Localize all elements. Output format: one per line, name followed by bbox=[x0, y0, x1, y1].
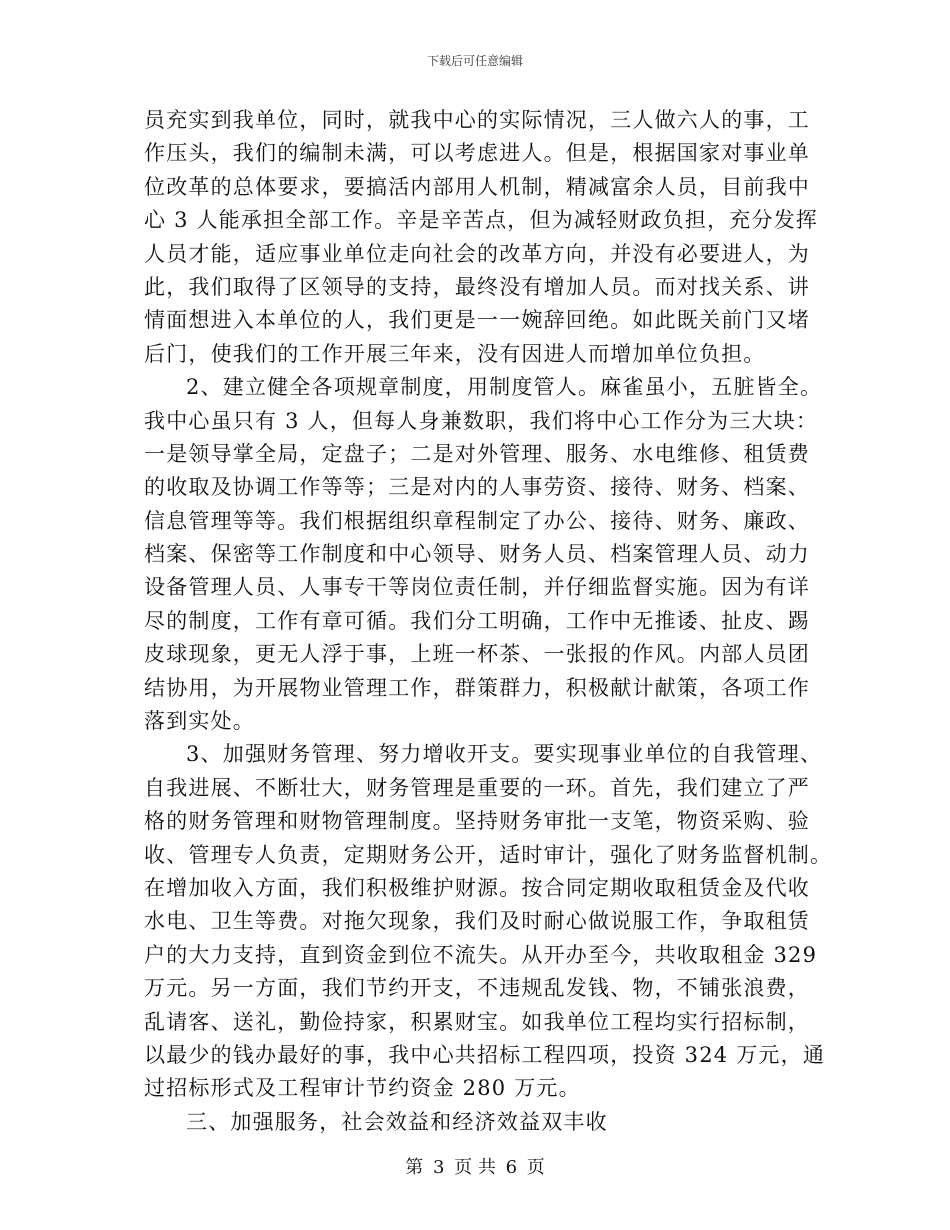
text-line: 格的财务管理和财物管理制度。坚持财务审批一支笔，物资采购、验 bbox=[144, 809, 810, 834]
document-body bbox=[144, 104, 833, 1139]
text-line: 户的大力支持，直到资金到位不流失。从开办至今，共收取租金 329 bbox=[144, 942, 818, 967]
text-line: 后门，使我们的工作开展三年来，没有因进人而增加单位负担。 bbox=[144, 341, 766, 366]
text-line: 过招标形式及工程审计节约资金 280 万元。 bbox=[144, 1076, 581, 1101]
text-line: 自我进展、不断壮大，财务管理是重要的一环。首先，我们建立了严 bbox=[144, 775, 810, 800]
page-footer bbox=[0, 1153, 950, 1179]
text-line: 员充实到我单位，同时，就我中心的实际情况，三人做六人的事，工 bbox=[144, 108, 810, 132]
footer-total-pages: 6 bbox=[505, 1157, 518, 1178]
text-line: 心 3 人能承担全部工作。辛是辛苦点，但为减轻财政负担，充分发挥 bbox=[144, 208, 819, 233]
text-line: 以最少的钱办最好的事，我中心共招标工程四项，投资 324 万元，通 bbox=[144, 1042, 826, 1067]
text-line: 此，我们取得了区领导的支持，最终没有增加人员。而对找关系、讲 bbox=[144, 274, 810, 299]
page-header: 下载后可任意编辑 bbox=[426, 54, 523, 68]
text-line: 的收取及协调工作等等；三是对内的人事劳资、接待、财务、档案、 bbox=[144, 475, 810, 500]
text-line: 信息管理等等。我们根据组织章程制定了办公、接待、财务、廉政、 bbox=[144, 508, 810, 533]
text-line: 皮球现象，更无人浮于事，上班一杯茶、一张报的作风。内部人员团 bbox=[144, 642, 810, 667]
text-line: 万元。另一方面，我们节约开支，不违规乱发钱、物，不铺张浪费， bbox=[144, 976, 810, 1001]
text-line: 结协用，为开展物业管理工作，群策群力，积极献计献策，各项工作 bbox=[144, 675, 810, 700]
text-line: 位改革的总体要求，要搞活内部用人机制，精减富余人员，目前我中 bbox=[144, 174, 810, 199]
footer-prefix: 第 bbox=[405, 1157, 424, 1178]
footer-middle: 页 共 bbox=[454, 1157, 496, 1178]
text-line: 情面想进入本单位的人，我们更是一一婉辞回绝。如此既关前门又堵 bbox=[144, 308, 810, 333]
footer-suffix: 页 bbox=[526, 1157, 545, 1178]
text-line: 档案、保密等工作制度和中心领导、财务人员、档案管理人员、动力 bbox=[144, 542, 810, 567]
text-line: 3、加强财务管理、努力增收开支。要实现事业单位的自我管理、 bbox=[186, 742, 823, 767]
text-line: 三、加强服务，社会效益和经济效益双丰收 bbox=[186, 1109, 608, 1134]
text-line: 我中心虽只有 3 人，但每人身兼数职，我们将中心工作分为三大块： bbox=[144, 408, 819, 433]
text-line: 在增加收入方面，我们积极维护财源。按合同定期收取租赁金及代收 bbox=[144, 875, 810, 900]
text-line: 水电、卫生等费。对拖欠现象，我们及时耐心做说服工作，争取租赁 bbox=[144, 909, 810, 934]
text-line: 作压头，我们的编制未满，可以考虑进人。但是，根据国家对事业单 bbox=[144, 141, 810, 166]
text-line: 尽的制度，工作有章可循。我们分工明确，工作中无推诿、扯皮、踢 bbox=[144, 608, 810, 633]
text-line: 一是领导掌全局，定盘子；二是对外管理、服务、水电维修、租赁费 bbox=[144, 441, 810, 466]
text-line: 收、管理专人负责，定期财务公开，适时审计，强化了财务监督机制。 bbox=[144, 842, 833, 867]
text-line: 乱请客、送礼，勤俭持家，积累财宝。如我单位工程均实行招标制， bbox=[144, 1009, 810, 1034]
text-line: 设备管理人员、人事专干等岗位责任制，并仔细监督实施。因为有详 bbox=[144, 575, 810, 600]
text-line: 人员才能，适应事业单位走向社会的改革方向，并没有必要进人，为 bbox=[144, 241, 810, 266]
text-line: 2、建立健全各项规章制度，用制度管人。麻雀虽小，五脏皆全。 bbox=[186, 375, 823, 400]
text-line: 落到实处。 bbox=[144, 709, 255, 734]
footer-page-number: 3 bbox=[432, 1157, 445, 1178]
